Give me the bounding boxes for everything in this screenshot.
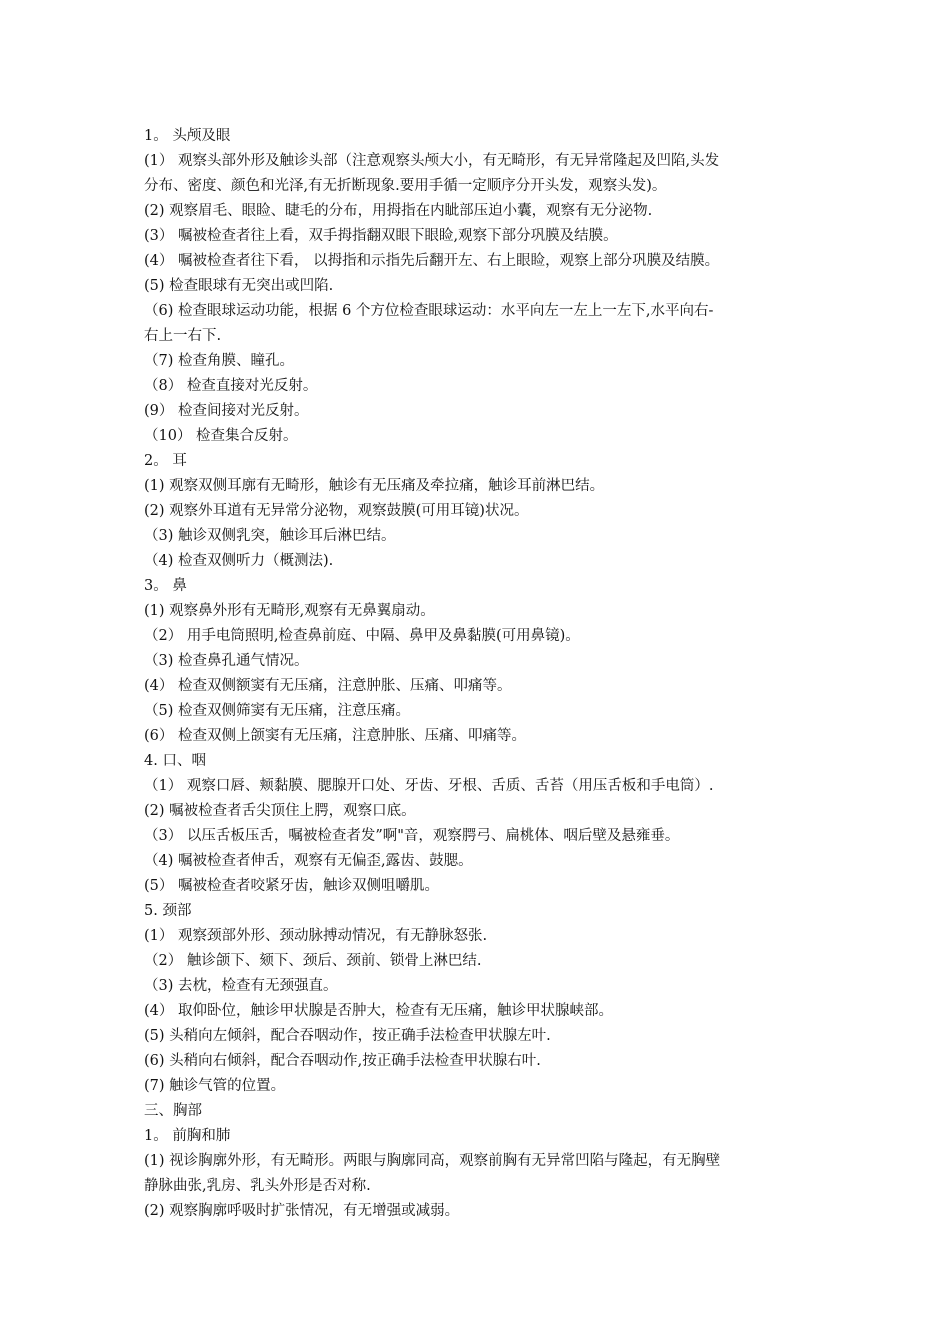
text-line: （8） 检查直接对光反射。 [144, 378, 318, 394]
text-line: （3) 触诊双侧乳突，触诊耳后淋巴结。 [144, 528, 396, 544]
text-line: （2） 触诊颌下、颏下、颈后、颈前、锁骨上淋巴结. [144, 953, 482, 969]
subsection-heading-anterior-chest-lungs: 1。 前胸和肺 [144, 1128, 231, 1144]
text-line: (2) 嘱被检查者舌尖顶住上腭，观察口底。 [144, 803, 416, 819]
text-line: (5) 头稍向左倾斜，配合吞咽动作，按正确手法检查甲状腺左叶. [144, 1028, 551, 1044]
document-body [144, 124, 812, 1224]
text-line: （7) 检查角膜、瞳孔。 [144, 353, 294, 369]
text-line: 静脉曲张,乳房、乳头外形是否对称. [144, 1178, 371, 1194]
text-line: （4) 检查双侧听力（概测法). [144, 553, 334, 569]
text-line: （2） 用手电筒照明,检查鼻前庭、中隔、鼻甲及鼻黏膜(可用鼻镜)。 [144, 628, 580, 644]
section-heading-head-eyes: 1。 头颅及眼 [144, 128, 231, 144]
section-heading-nose: 3。 鼻 [144, 578, 187, 594]
text-line: (7) 触诊气管的位置。 [144, 1078, 286, 1094]
text-line: 右上一右下. [144, 328, 222, 344]
text-line: (5） 嘱被检查者咬紧牙齿，触诊双侧咀嚼肌。 [144, 878, 439, 894]
section-heading-chest: 三、胸部 [144, 1103, 202, 1119]
text-line: (4） 取仰卧位，触诊甲状腺是否肿大，检查有无压痛，触诊甲状腺峡部。 [144, 1003, 613, 1019]
section-heading-mouth-throat: 4. 口、咽 [144, 753, 206, 769]
text-line: (6） 检查双侧上颌窦有无压痛，注意肿胀、压痛、叩痛等。 [144, 728, 526, 744]
text-line: (2) 观察胸廓呼吸时扩张情况，有无增强或减弱。 [144, 1203, 460, 1219]
text-line: (1) 观察双侧耳廓有无畸形，触诊有无压痛及牵拉痛，触诊耳前淋巴结。 [144, 478, 605, 494]
text-line: （3) 检查鼻孔通气情况。 [144, 653, 309, 669]
text-line: (3） 嘱被检查者往上看，双手拇指翻双眼下眼睑,观察下部分巩膜及结膜。 [144, 228, 618, 244]
text-line: (1) 观察鼻外形有无畸形,观察有无鼻翼扇动。 [144, 603, 435, 619]
section-heading-neck: 5. 颈部 [144, 903, 192, 919]
text-line: (5) 检查眼球有无突出或凹陷. [144, 278, 334, 294]
text-line: (4） 检查双侧额窦有无压痛，注意肿胀、压痛、叩痛等。 [144, 678, 512, 694]
text-line: (9） 检查间接对光反射。 [144, 403, 309, 419]
text-line: （3) 去枕，检查有无颈强直。 [144, 978, 338, 994]
text-line: (1) 视诊胸廓外形，有无畸形。两眼与胸廓同高，观察前胸有无异常凹陷与隆起，有无胸壁 [144, 1153, 721, 1169]
text-line: (2) 观察眉毛、眼睑、睫毛的分布，用拇指在内眦部压迫小囊，观察有无分泌物. [144, 203, 653, 219]
text-line: (1） 观察头部外形及触诊头部（注意观察头颅大小，有无畸形，有无异常隆起及凹陷,头发 [144, 153, 720, 169]
text-line: （5) 检查双侧筛窦有无压痛，注意压痛。 [144, 703, 410, 719]
text-line: (6) 头稍向右倾斜，配合吞咽动作,按正确手法检查甲状腺右叶. [144, 1053, 541, 1069]
text-line: (4） 嘱被检查者往下看， 以拇指和示指先后翻开左、右上眼睑，观察上部分巩膜及结膜。 [144, 253, 720, 269]
text-line: （6) 检查眼球运动功能，根据 6 个方位检查眼球运动：水平向左一左上一左下,水平向右- [144, 303, 714, 319]
text-line: (1） 观察颈部外形、颈动脉搏动情况，有无静脉怒张. [144, 928, 488, 944]
text-line: （1） 观察口唇、颊黏膜、腮腺开口处、牙齿、牙根、舌质、舌苔（用压舌板和手电筒）. [144, 778, 714, 794]
text-line: (2) 观察外耳道有无异常分泌物，观察鼓膜(可用耳镜)状况。 [144, 503, 529, 519]
text-line: 分布、密度、颜色和光泽,有无折断现象.要用手循一定顺序分开头发，观察头发)。 [144, 178, 667, 194]
text-line: （3） 以压舌板压舌，嘱被检查者发”啊"音，观察腭弓、扁桃体、咽后壁及悬雍垂。 [144, 828, 680, 844]
section-heading-ear: 2。 耳 [144, 453, 187, 469]
text-line: （10） 检查集合反射。 [144, 428, 298, 444]
text-line: （4) 嘱被检查者伸舌，观察有无偏歪,露齿、鼓腮。 [144, 853, 473, 869]
